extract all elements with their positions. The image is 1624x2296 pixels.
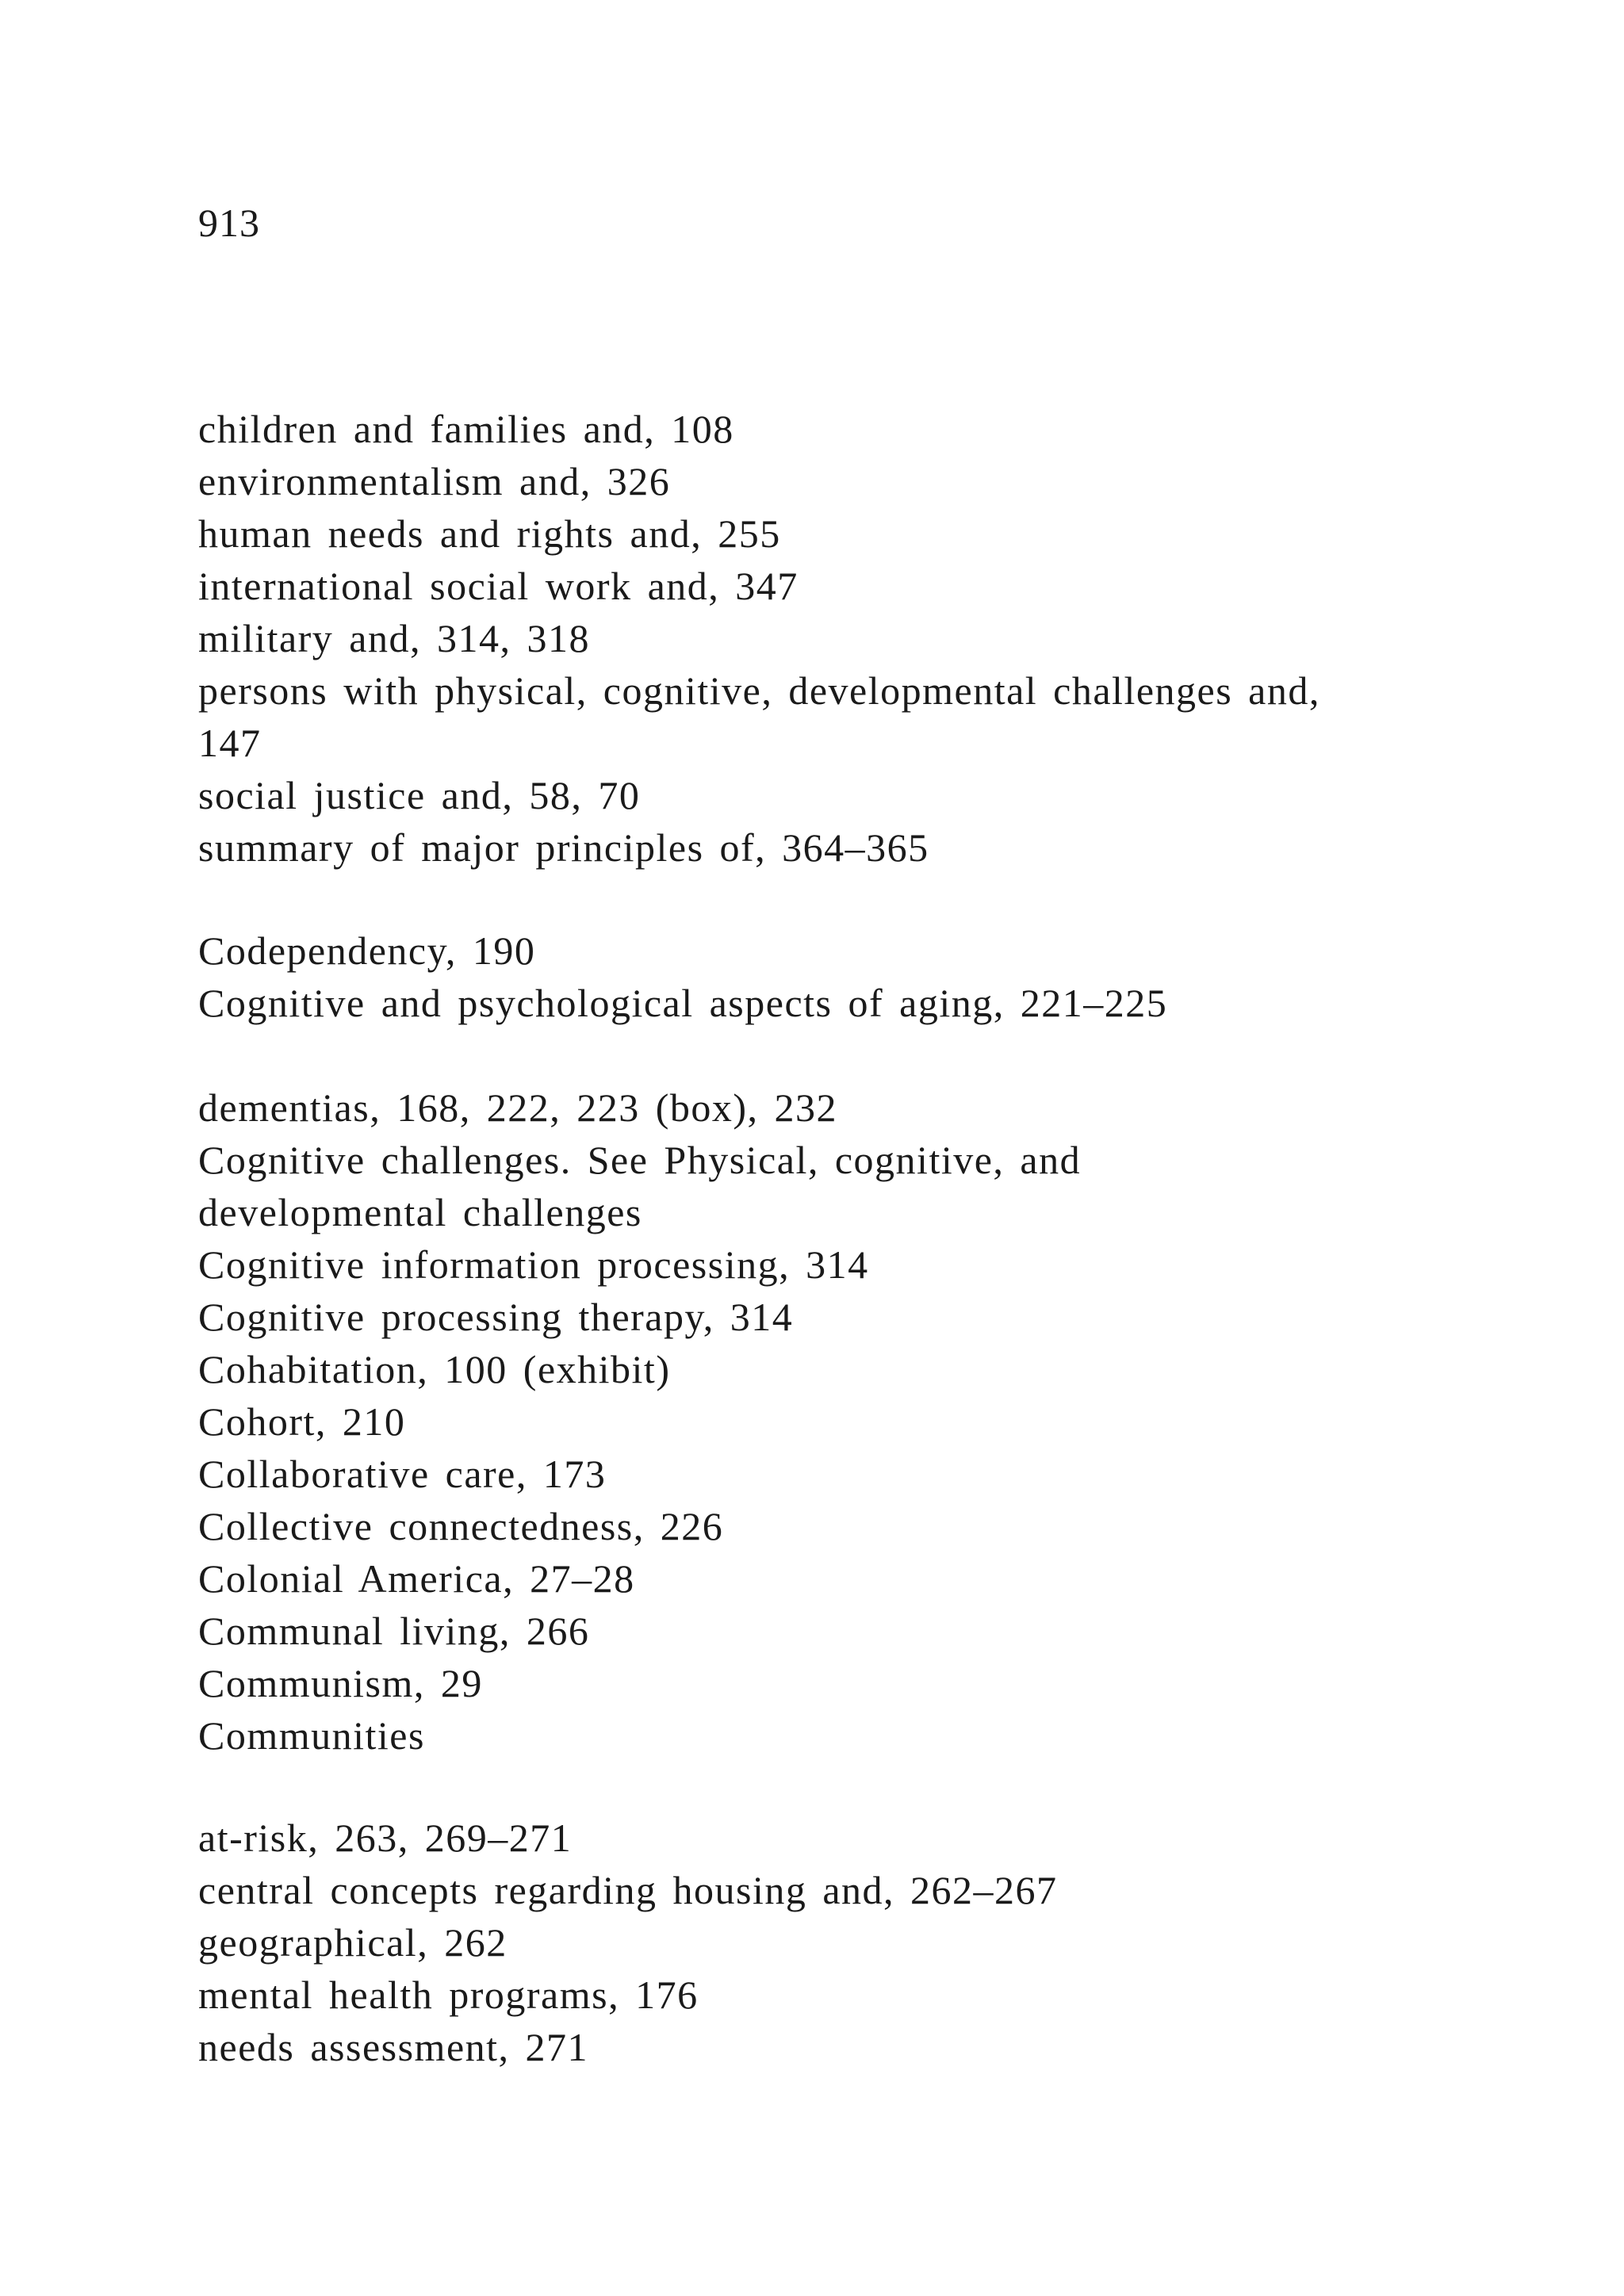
index-entries-block [198, 1812, 1058, 2073]
index-entry: Communal living, 266 [198, 1609, 590, 1653]
index-entry: at-risk, 263, 269–271 [198, 1816, 573, 1860]
page-number: 913 [198, 201, 260, 245]
index-entry: children and families and, 108 [198, 407, 734, 451]
index-entry: needs assessment, 271 [198, 2025, 589, 2069]
index-entry: Cognitive processing therapy, 314 [198, 1295, 794, 1339]
index-entry: central concepts regarding housing and, 262–267 [198, 1868, 1058, 1912]
index-entry: human needs and rights and, 255 [198, 511, 781, 556]
index-entries-block [198, 403, 1320, 874]
index-entry: mental health programs, 176 [198, 1973, 699, 2017]
index-entry: military and, 314, 318 [198, 616, 590, 660]
index-entry: Cognitive challenges. See Physical, cognitive, and [198, 1138, 1082, 1182]
index-entry: Cohort, 210 [198, 1399, 406, 1444]
index-entry: Collective connectedness, 226 [198, 1504, 724, 1548]
index-entry: Cognitive information processing, 314 [198, 1242, 869, 1287]
index-entry-continuation: 147 [198, 721, 262, 765]
index-entry-continuation: developmental challenges [198, 1190, 642, 1234]
index-entry: Codependency, 190 [198, 928, 536, 973]
index-entry: Collaborative care, 173 [198, 1452, 607, 1496]
index-entry: dementias, 168, 222, 223 (box), 232 [198, 1085, 838, 1130]
index-entry: social justice and, 58, 70 [198, 773, 641, 817]
index-entry: Communism, 29 [198, 1661, 483, 1705]
index-entry: geographical, 262 [198, 1920, 508, 1965]
index-entry: environmentalism and, 326 [198, 459, 671, 503]
index-entries-block [198, 1081, 1081, 1762]
index-entry: summary of major principles of, 364–365 [198, 825, 929, 870]
index-entry: Cognitive and psychological aspects of aging, 221–225 [198, 981, 1168, 1025]
index-entry: Cohabitation, 100 (exhibit) [198, 1347, 671, 1391]
index-entries-block [198, 924, 1167, 1029]
index-entry: international social work and, 347 [198, 564, 799, 608]
index-entry: persons with physical, cognitive, developmental challenges and, [198, 668, 1320, 713]
index-entry: Communities [198, 1713, 425, 1758]
index-entry: Colonial America, 27–28 [198, 1556, 635, 1601]
